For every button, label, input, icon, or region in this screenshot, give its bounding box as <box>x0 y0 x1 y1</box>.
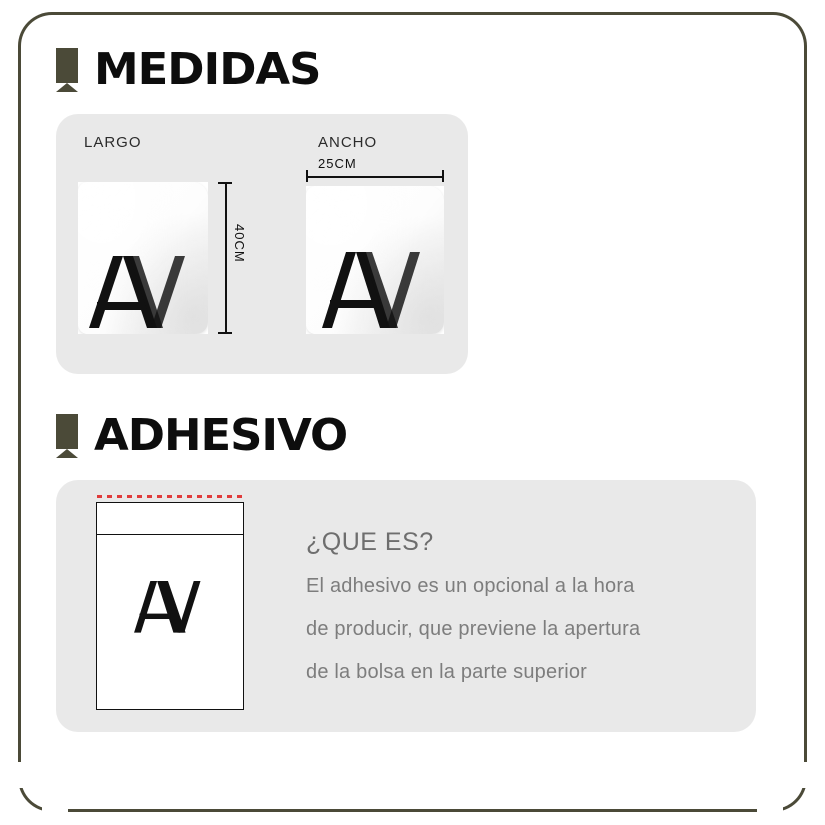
frame-notch-bottom-left-2 <box>42 806 68 814</box>
frame-notch-bottom-left <box>16 762 24 788</box>
dimension-line-largo <box>225 182 227 334</box>
label-largo: LARGO <box>84 134 142 151</box>
dimension-line-ancho <box>306 176 444 178</box>
dimension-cap-largo-bottom <box>218 332 232 334</box>
section-header-adhesivo <box>56 410 756 461</box>
page-content <box>56 44 756 732</box>
bookmark-flag-icon <box>56 414 78 458</box>
section-header-medidas <box>56 44 756 95</box>
dimension-cap-ancho-right <box>442 170 444 182</box>
bag-sheen <box>78 182 208 334</box>
frame-notch-bottom-right-2 <box>757 806 783 814</box>
adhesive-flap <box>97 503 243 535</box>
frame-corner-bottom-right <box>715 720 807 812</box>
dimension-cap-ancho-left <box>306 170 308 182</box>
adhesive-strip-dotted-line <box>97 495 243 498</box>
frame-notch-bottom-right <box>801 762 809 788</box>
product-bag-image-largo <box>78 182 208 334</box>
adhesive-body-line: de la bolsa en la parte superior <box>306 661 588 683</box>
dimension-value-largo: 40CM <box>232 224 247 263</box>
adhesive-question-heading: ¿QUE ES? <box>306 528 434 556</box>
dimension-value-ancho: 25CM <box>318 156 357 171</box>
adhesive-body-line: de producir, que previene la apertura <box>306 618 641 640</box>
label-ancho: ANCHO <box>318 134 378 151</box>
frame-edge-right <box>804 104 807 720</box>
panel-medidas <box>56 114 468 374</box>
frame-edge-top <box>110 12 715 15</box>
bag-sheen <box>306 186 444 334</box>
adhesive-diagram <box>56 480 306 732</box>
bookmark-flag-icon <box>56 48 78 92</box>
monogram-av-icon <box>130 575 210 646</box>
panel-adhesivo <box>56 480 756 732</box>
adhesive-body-line: El adhesivo es un opcional a la hora <box>306 575 635 597</box>
frame-edge-bottom <box>110 809 715 812</box>
adhesive-bag-outline <box>96 502 244 710</box>
product-bag-image-ancho <box>306 186 444 334</box>
page-title-medidas: MEDIDAS <box>94 44 321 95</box>
adhesive-body-text <box>306 575 720 684</box>
page-title-adhesivo: ADHESIVO <box>94 410 348 461</box>
adhesive-description <box>306 528 756 684</box>
frame-corner-bottom-left <box>18 720 110 812</box>
frame-edge-left <box>18 104 21 720</box>
